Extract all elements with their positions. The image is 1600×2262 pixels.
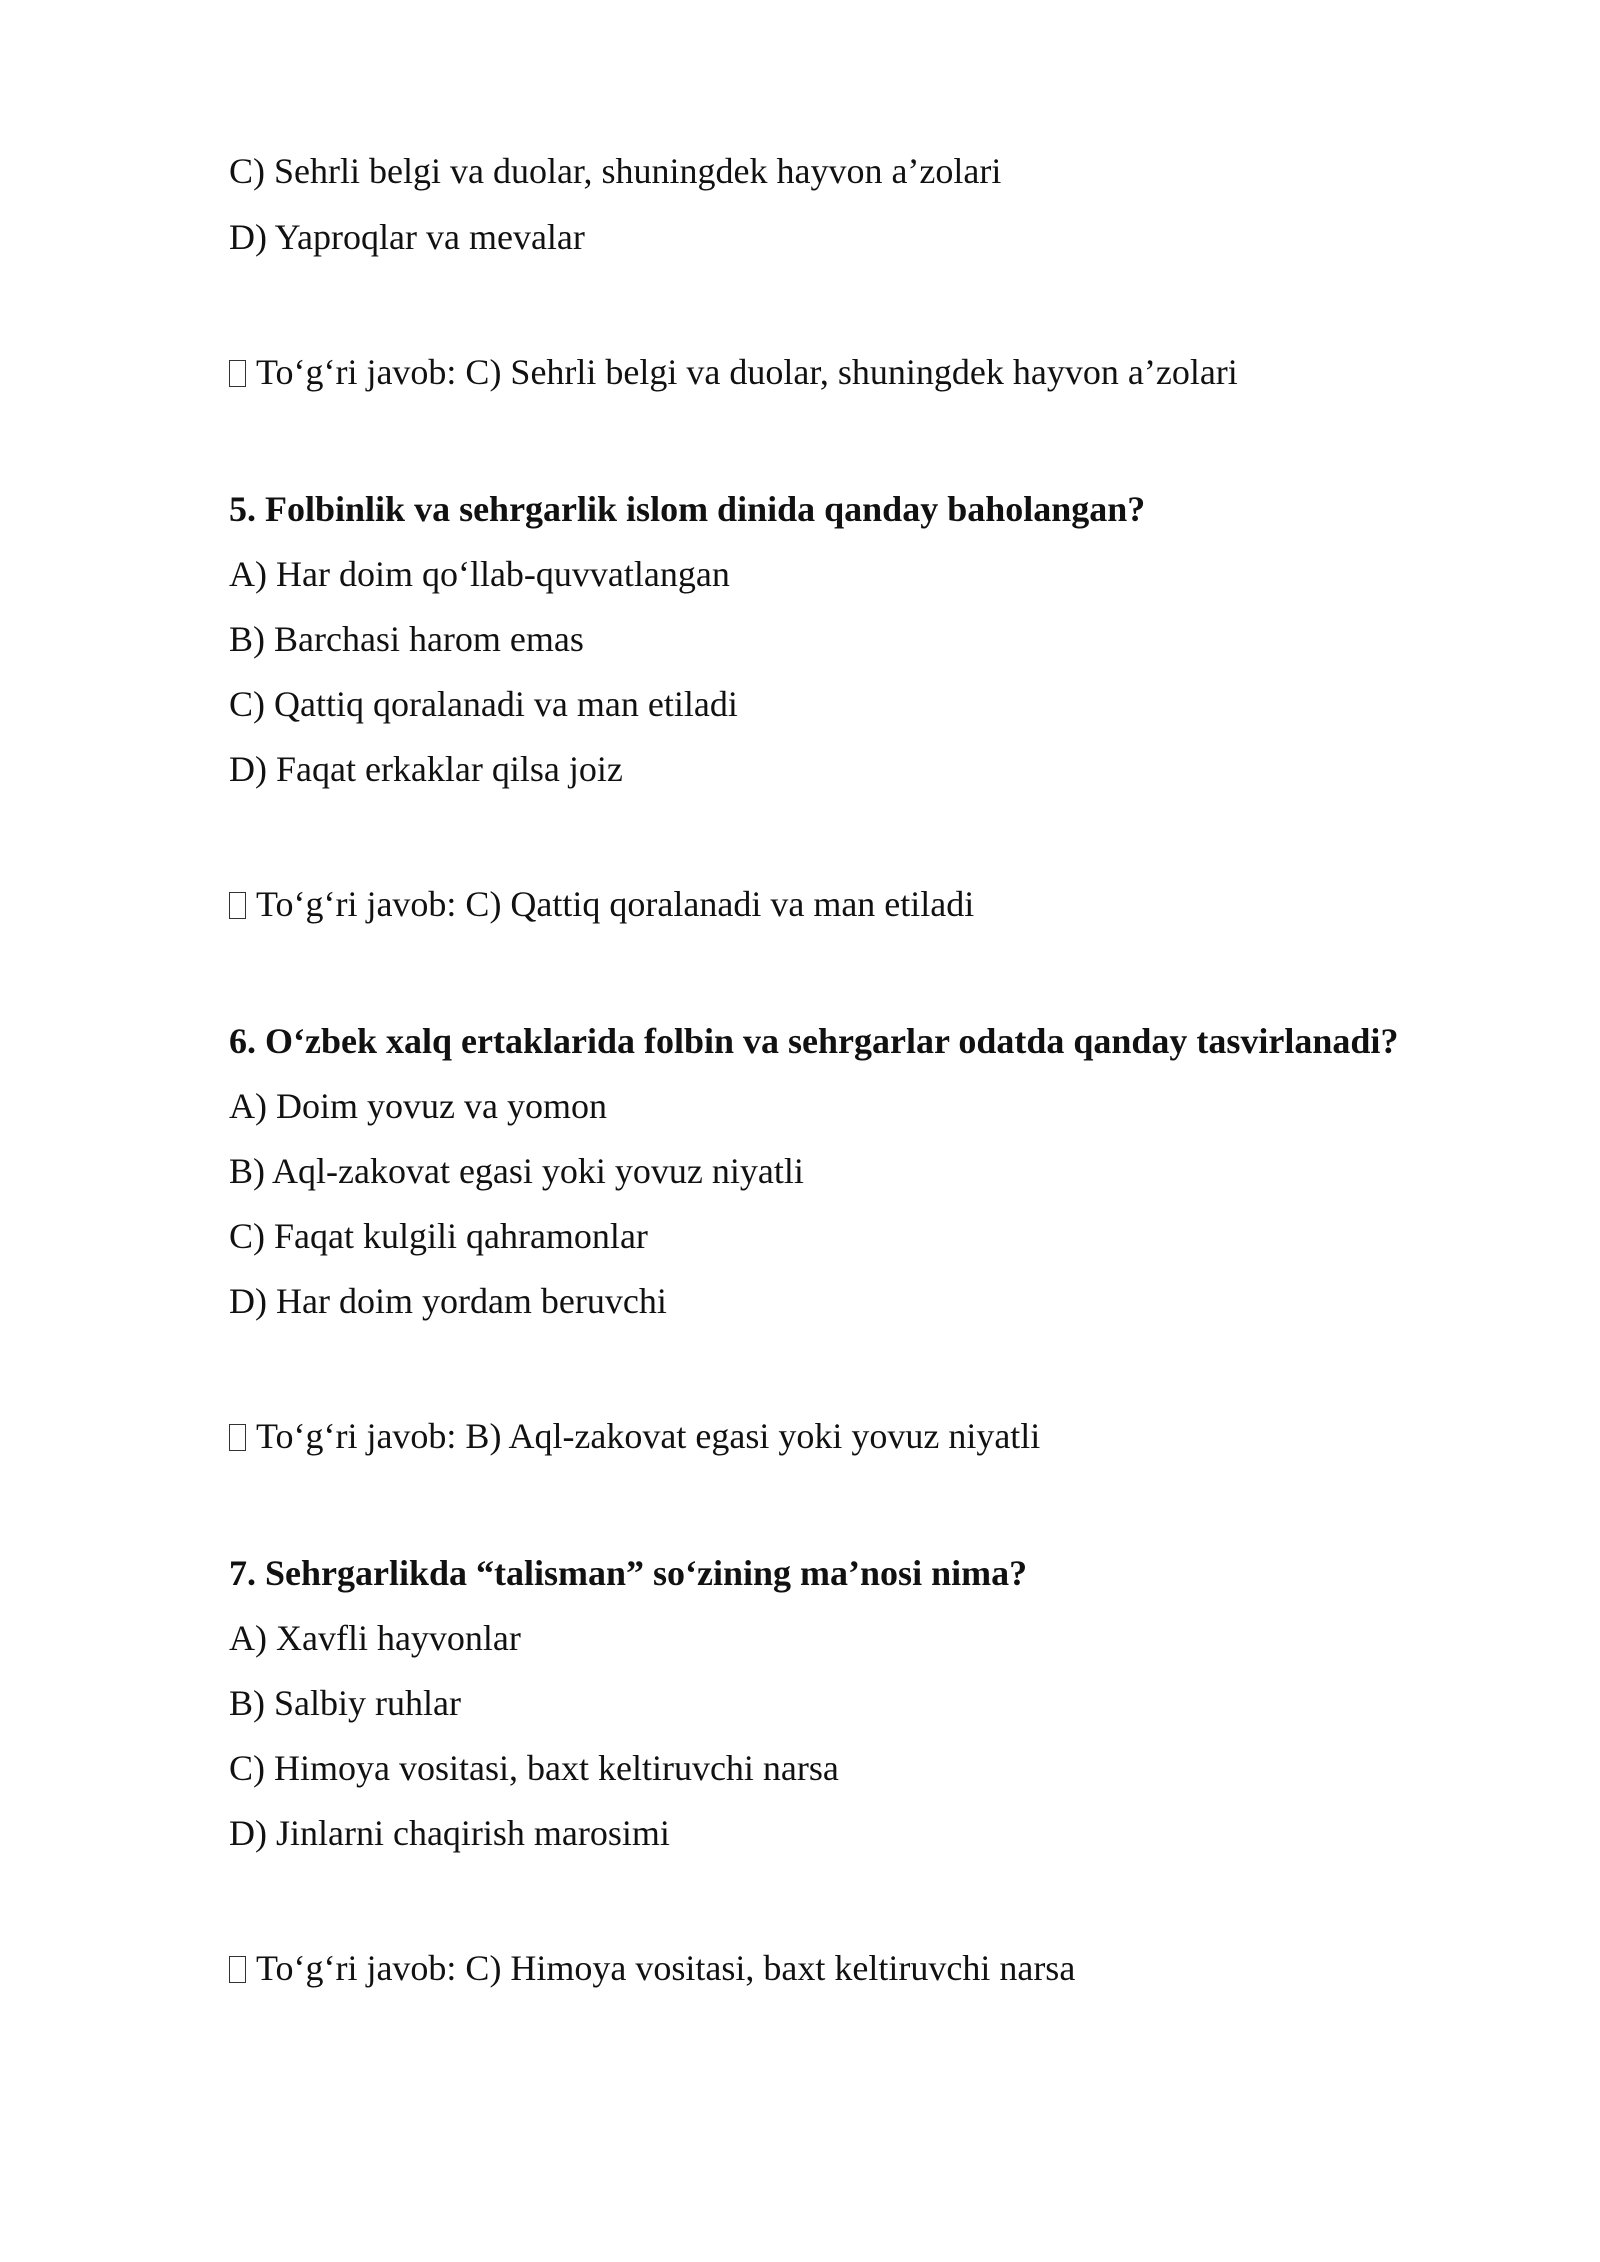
option-c: C) Faqat kulgili qahramonlar — [229, 1216, 648, 1256]
option-c: C) Qattiq qoralanadi va man etiladi — [229, 684, 738, 724]
missing-glyph-icon — [229, 360, 246, 387]
option-b: B) Aql-zakovat egasi yoki yovuz niyatli — [229, 1151, 804, 1191]
option-c: C) Himoya vositasi, baxt keltiruvchi narsa — [229, 1748, 839, 1788]
question-title: 5. Folbinlik va sehrgarlik islom dinida qanday baholangan? — [229, 489, 1146, 529]
answer-text: To‘g‘ri javob: C) Himoya vositasi, baxt keltiruvchi narsa — [256, 1948, 1076, 1988]
answer-line — [229, 883, 974, 926]
option-c: C) Sehrli belgi va duolar, shuningdek hayvon a’zolari — [229, 151, 1002, 191]
option-d: D) Jinlarni chaqirish marosimi — [229, 1813, 670, 1853]
answer-text: To‘g‘ri javob: B) Aql-zakovat egasi yoki yovuz niyatli — [256, 1416, 1041, 1456]
option-b: B) Salbiy ruhlar — [229, 1683, 461, 1723]
answer-line — [229, 1415, 1040, 1458]
answer-text: To‘g‘ri javob: C) Qattiq qoralanadi va man etiladi — [256, 884, 975, 924]
option-d: D) Yaproqlar va mevalar — [229, 217, 585, 257]
question-title: 6. O‘zbek xalq ertaklarida folbin va sehrgarlar odatda qanday tasvirlanadi? — [229, 1021, 1399, 1061]
option-a: A) Xavfli hayvonlar — [229, 1618, 521, 1658]
option-a: A) Doim yovuz va yomon — [229, 1086, 607, 1126]
option-b: B) Barchasi harom emas — [229, 619, 584, 659]
answer-line — [229, 351, 1238, 394]
missing-glyph-icon — [229, 1956, 246, 1983]
question-title: 7. Sehrgarlikda “talisman” so‘zining ma’nosi nima? — [229, 1553, 1028, 1593]
answer-text: To‘g‘ri javob: C) Sehrli belgi va duolar, shuningdek hayvon a’zolari — [256, 352, 1238, 392]
missing-glyph-icon — [229, 892, 246, 919]
option-d: D) Faqat erkaklar qilsa joiz — [229, 749, 623, 789]
missing-glyph-icon — [229, 1424, 246, 1451]
answer-line — [229, 1947, 1075, 1990]
option-d: D) Har doim yordam beruvchi — [229, 1281, 667, 1321]
option-a: A) Har doim qo‘llab-quvvatlangan — [229, 554, 730, 594]
